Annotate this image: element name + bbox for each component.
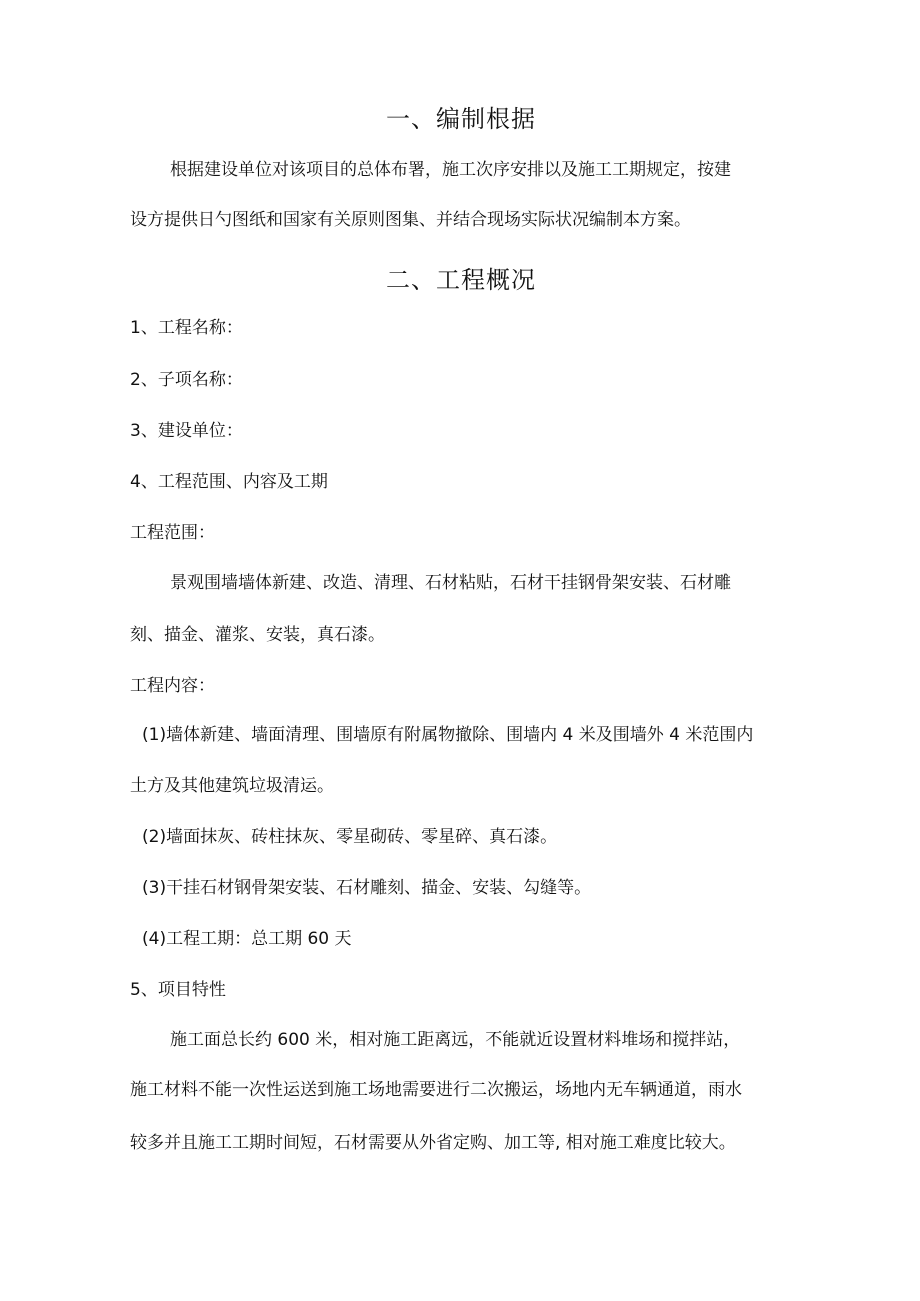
content-item-3: (3)干挂石材钢骨架安装、石材雕刻、描金、安装、勾缝等。	[142, 878, 592, 898]
item-project-features: 5、项目特性	[130, 980, 226, 1000]
content-item-1-line-2: 土方及其他建筑垃圾清运。	[130, 776, 334, 796]
scope-label: 工程范围：	[130, 523, 215, 543]
section-1-title: 一、编制根据	[386, 105, 536, 133]
features-text-line-3: 较多并且施工工期时间短，石材需要从外省定购、加工等, 相对施工难度比较大。	[130, 1133, 736, 1153]
scope-text-line-2: 刻、描金、灌浆、安装，真石漆。	[130, 625, 385, 645]
section-2-title: 二、工程概况	[386, 266, 536, 294]
content-label: 工程内容：	[130, 676, 215, 696]
content-item-1-line-1: (1)墙体新建、墙面清理、围墙原有附属物撤除、围墙内 4 米及围墙外 4 米范围内	[142, 725, 754, 745]
features-text-line-2: 施工材料不能一次性运送到施工场地需要进行二次搬运，场地内无车辆通道，雨水	[130, 1080, 742, 1100]
content-item-4: (4)工程工期：总工期 60 天	[142, 929, 352, 949]
section-1-paragraph-line-1: 根据建设单位对该项目的总体布署，施工次序安排以及施工工期规定，按建	[170, 160, 731, 180]
item-subproject-name: 2、子项名称：	[130, 370, 243, 390]
features-text-line-1: 施工面总长约 600 米，相对施工距离远，不能就近设置材料堆场和搅拌站，	[170, 1030, 741, 1050]
item-scope-content-period: 4、工程范围、内容及工期	[130, 472, 328, 492]
section-1-paragraph-line-2: 设方提供日勺图纸和国家有关原则图集、并结合现场实际状况编制本方案。	[130, 210, 691, 230]
scope-text-line-1: 景观围墙墙体新建、改造、清理、石材粘贴，石材干挂钢骨架安装、石材雕	[170, 573, 731, 593]
item-construction-unit: 3、建设单位：	[130, 421, 243, 441]
content-item-2: (2)墙面抹灰、砖柱抹灰、零星砌砖、零星碎、真石漆。	[142, 827, 558, 847]
item-project-name: 1、工程名称：	[130, 318, 243, 338]
